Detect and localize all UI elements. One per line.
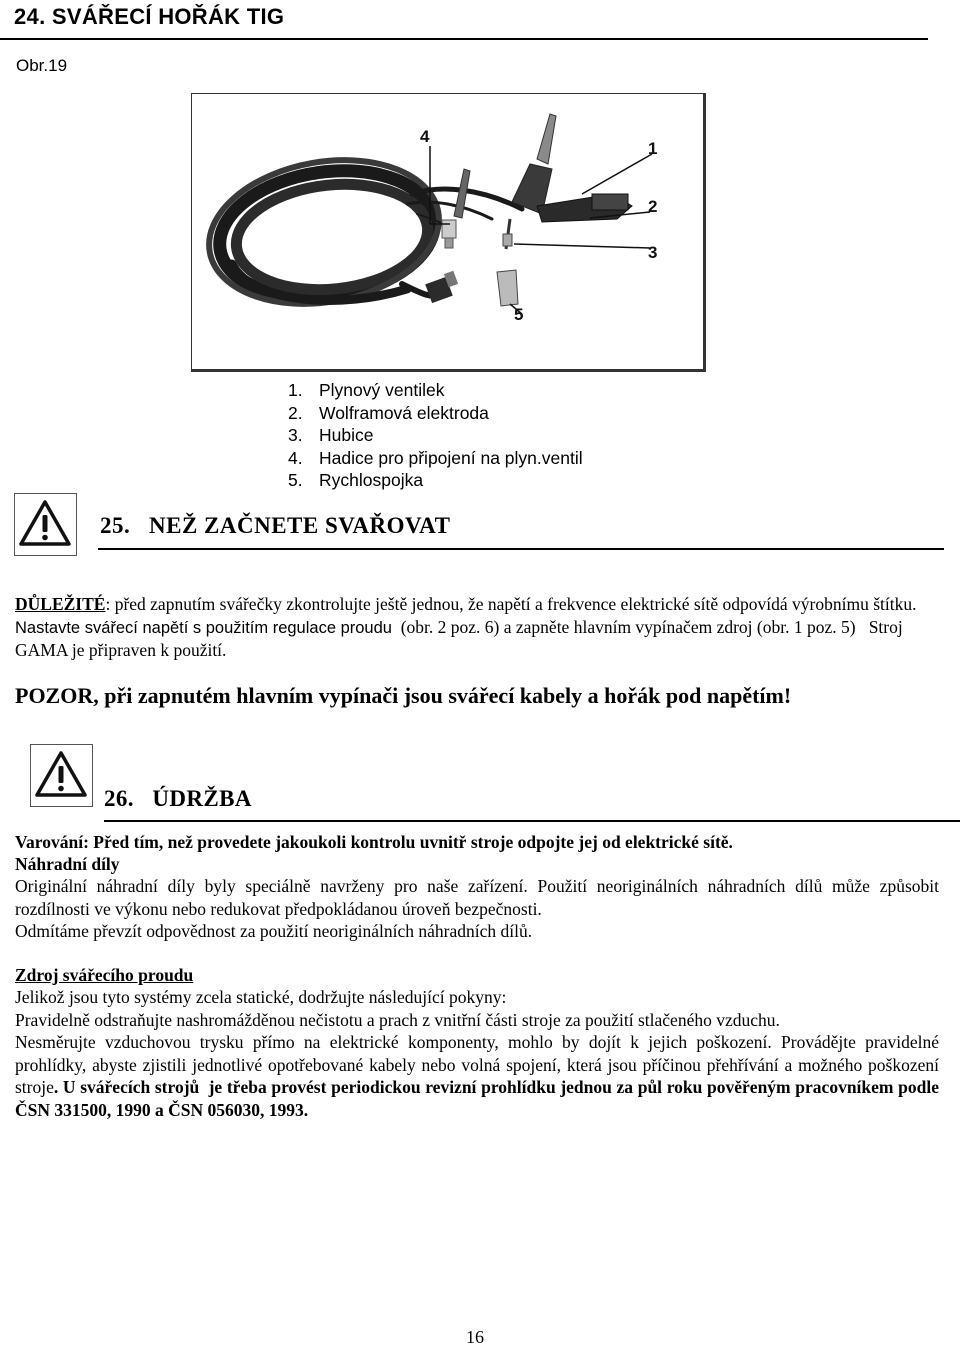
callout-3: 3 xyxy=(648,243,658,262)
warning-icon xyxy=(14,493,77,556)
spare-parts-text: Originální náhradní díly byly speciálně navrženy pro naše zařízení. Použití neoriginálních náhradních dílů může způsobit rozdílnosti ve výkonu nebo redukovat předpokládanou úroveň bezpečnosti. xyxy=(15,876,939,919)
power-source-text xyxy=(15,986,944,1121)
parts-list xyxy=(288,379,583,492)
section-26-rule xyxy=(104,820,960,822)
figure-label: Obr.19 xyxy=(16,56,68,75)
spare-parts-heading: Náhradní díly xyxy=(15,854,120,874)
list-item: 5. Rychlospojka xyxy=(288,470,424,490)
power-source-heading: Zdroj svářecího proudu xyxy=(15,965,194,985)
tig-torch-figure xyxy=(191,93,706,372)
section-24-rule xyxy=(0,38,928,40)
callout-2: 2 xyxy=(648,197,658,216)
source-line-3: Nesměrujte vzduchovou trysku přímo na elektrické komponenty, mohlo by dojít k jejich poškození. Provádějte pravidelné prohlídky, abyste zjistili jednotlivé opotřebované kabely nebo volná spojení, která jsou příčinou přehřívání a možného poškození stroje. U svářecích strojů je třeba provést periodickou revizní prohlídku jednou za půl roku pověřeným pracovníkem podle ČSN 331500, 1990 a ČSN 056030, 1993. xyxy=(15,1032,944,1120)
list-item: 2. Wolframová elektroda xyxy=(288,402,489,423)
callout-1: 1 xyxy=(648,139,658,158)
callout-4: 4 xyxy=(420,127,430,146)
section-24-title: 24. SVÁŘECÍ HOŘÁK TIG xyxy=(14,4,285,29)
disclaimer-text: Odmítáme převzít odpovědnost za použití neoriginálních náhradních dílů. xyxy=(15,921,533,941)
torch-head xyxy=(497,114,632,306)
list-item: 4. Hadice pro připojení na plyn.ventil xyxy=(288,447,583,468)
section-26-title: 26. ÚDRŽBA xyxy=(104,786,252,811)
section-25-title: 25. NEŽ ZAČNETE SVAŘOVAT xyxy=(100,513,451,538)
source-line-2: Pravidelně odstraňujte nashromážděnou nečistotu a prach z vnitřní části stroje za použití stlačeného vzduchu. xyxy=(15,1009,780,1030)
section-25-rule xyxy=(98,548,944,550)
tig-torch-illustration xyxy=(192,94,704,370)
callout-5: 5 xyxy=(514,305,524,324)
voltage-warning: POZOR, při zapnutém hlavním vypínači jsou svářecí kabely a hořák pod napětím! xyxy=(15,683,792,708)
page-number: 16 xyxy=(466,1327,484,1347)
important-lead: DŮLEŽITÉ xyxy=(15,594,106,614)
warning-icon xyxy=(30,744,93,807)
list-item: 1. Plynový ventilek xyxy=(288,380,445,400)
list-item: 3. Hubice xyxy=(288,425,374,445)
caution-text: Varování: Před tím, než provedete jakoukoli kontrolu uvnitř stroje odpojte jej od elektrické sítě. xyxy=(15,832,733,852)
source-line-1: Jelikož jsou tyto systémy zcela statické, dodržujte následující pokyny: xyxy=(15,987,507,1007)
important-paragraph: DŮLEŽITÉ: před zapnutím svářečky zkontrolujte ještě jednou, že napětí a frekvence elektrické sítě odpovídá výrobnímu štítku. Nastavte svářecí napětí s použitím regulace proudu (obr. 2 poz. 6) a zapněte hlavním vypínačem zdroj (obr. 1 poz. 5) Stroj GAMA je připraven k použití. xyxy=(15,594,917,660)
